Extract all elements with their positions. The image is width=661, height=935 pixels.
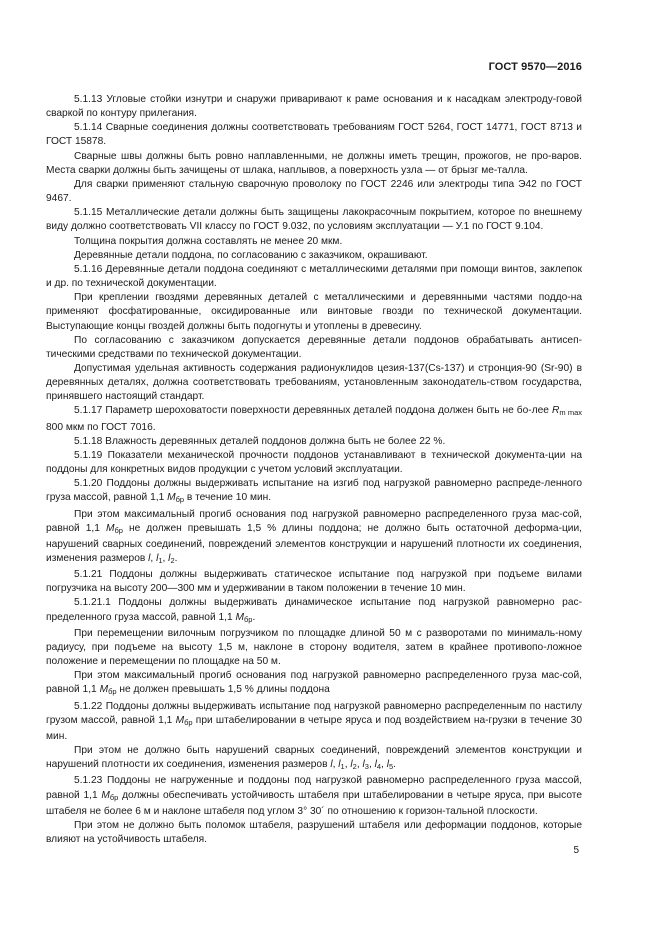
paragraph: Деревянные детали поддона, по согласованию с заказчиком, окрашивают. <box>74 249 428 261</box>
paragraph-5-1-20 <box>46 477 582 507</box>
paragraph: 5.1.14 Сварные соединения должны соответствовать требованиям ГОСТ 5264, ГОСТ 14771, ГОСТ 8713 и ГОСТ 15878. <box>46 122 582 148</box>
symbol: l <box>156 553 159 564</box>
paragraph: Для сварки применяют стальную сварочную проволоку по ГОСТ 2246 или электроды типа Э42 по ГОСТ 9467. <box>46 178 582 205</box>
standard-header: ГОСТ 9570—2016 <box>488 61 582 73</box>
text-span: не должен превышать 1,5 % длины поддона <box>116 684 330 696</box>
text-span: 5.1.22 Поддоны должны выдерживать испытание под нагрузкой равномерно распределенным по настилу грузом массой, равной 1,1 <box>46 700 582 726</box>
paragraph: При перемещении вилочным погрузчиком по площадке длиной 50 м с разворотами по минималь-ному радиусу, при подъеме на высоту 1,5 м, наклоне в сторону водителя, затем в крайнее противопо-ложное положение и перемещении по площадке на 50 м. <box>46 627 582 668</box>
paragraph: При креплении гвоздями деревянных деталей с металлическими и деревянными частями поддо-на применяют фосфатированные, оксидированные или винтовые гвозди по технической документации. Выступающие концы гвоздей должны быть подогнуты и утоплены в древесину. <box>46 292 582 332</box>
subscript: бр <box>109 792 119 802</box>
text-span: должны обеспечивать устойчивость штабеля при штабелировании в четыре яруса, при высоте штабеля не более 6 м и наклоне штабеля под углом 3° 30´ по отношению к горизон-тальной плоскости. <box>46 789 582 817</box>
text-span: 5.1.21.1 Поддоны должны выдерживать динамическое испытание под нагрузкой равномерно рас-пределенного груза массой, равной 1,1 <box>46 597 582 623</box>
subscript: бр <box>114 525 123 535</box>
subscript: 1 <box>158 556 163 565</box>
paragraph: 5.1.16 Деревянные детали поддона соединяют с металлическими деталями при помощи винтов, заклепок и др. по технической документации. <box>46 263 582 290</box>
symbol: l <box>330 759 333 771</box>
subscript: 4 <box>376 762 382 772</box>
paragraph-5-1-22-dims: При этом не должно быть нарушений сварных соединений, повреждений элементов конструкции и нарушений плотности их соединения, изменения размеров l, $l_1$, $l_2$, $l_3$, $l_4$, $l_5$. <box>46 745 582 772</box>
symbol: M <box>167 492 176 504</box>
text-span: . <box>393 759 396 771</box>
paragraph: При этом не должно быть поломок штабеля, разрушений штабеля или деформации поддонов, которые влияют на устойчивость штабеля. <box>46 819 582 845</box>
text-span: 5.1.20 Поддоны должны выдерживать испытание на изгиб под нагрузкой равномерно распреде-ленного груза массой, равной 1,1 <box>46 478 582 504</box>
symbol: l <box>350 759 353 771</box>
paragraph: 5.1.18 Влажность деревянных деталей поддонов должна быть не более 22 %. <box>74 435 446 447</box>
text-span: При этом не должно быть нарушений сварных соединений, повреждений элементов конструкции и нарушений плотности их соединения, изменения размеров <box>46 745 582 771</box>
paragraph-5-1-22 <box>46 700 582 744</box>
symbol: l <box>148 553 151 564</box>
subscript: 5 <box>388 762 394 772</box>
text-span: при штабелировании в четыре яруса и под воздействием на-грузки в течение 30 мин. <box>46 714 582 742</box>
subscript: бр <box>243 614 253 624</box>
symbol: R <box>551 405 560 417</box>
paragraph: Допустимая удельная активность содержания радионуклидов цезия-137(Cs-137) и стронция-90 (Sr-90) в деревянных деталях, должна соответствовать требованиям, установленным законодатель-ством государства, принявшего настоящий стандарт. <box>46 362 582 403</box>
text-span: . <box>174 553 178 564</box>
symbol: M <box>105 522 115 534</box>
text-span: 5.1.17 Параметр шероховатости поверхности деревянных деталей поддона должен быть не бо-лее <box>74 405 552 417</box>
symbol: l <box>362 759 365 771</box>
subscript: 1 <box>340 762 345 772</box>
paragraph-5-1-17 <box>46 404 582 434</box>
subscript: 2 <box>170 556 175 565</box>
subscript: 3 <box>364 762 369 772</box>
paragraph: Толщина покрытия должна составлять не менее 20 мкм. <box>74 235 343 247</box>
paragraph: 5.1.13 Угловые стойки изнутри и снаружи приваривают к раме основания и к насадкам электроду-говой сваркой по контуру прилегания. <box>46 94 582 120</box>
text-span: не должен превышать 1,5 % длины поддона; не должно быть остаточной деформа-ции, нарушений сварных соединений, повреждений элементов конструкции и нарушений плотности их соединения, изменения размеров <box>46 522 582 564</box>
text-span: При этом максимальный прогиб основания под нагрузкой равномерно распределенного груза мас-сой, равной 1,1 <box>46 508 582 534</box>
symbol: l <box>168 553 171 564</box>
text-span: . <box>252 611 256 623</box>
paragraph: 5.1.15 Металлические детали должны быть защищены лакокрасочным покрытием, которое по внешнему виду должно соответствовать VII классу по ГОСТ 9.032, по условиям эксплуатации — У.1 по ГОСТ 9.104. <box>46 207 582 233</box>
symbol: M <box>175 714 185 726</box>
text-span: в течение 10 мин. <box>184 492 272 504</box>
paragraph-5-1-21: 5.1.21 Поддоны должны выдерживать статическое испытание под нагрузкой при подъеме вилами погрузчика на высоту 200—300 мм и удерживании в таком положении в течение 10 мин. <box>46 569 582 595</box>
paragraph-5-1-20-deflection: При этом максимальный прогиб основания под нагрузкой равномерно распределенного груза мас-сой, равной 1,1 $M_{бр}$ не должен превышать 1,5 % длины поддона; не должно быть остаточной деформа-ции, нарушений сварных соединений, повреждений элементов конструкции и нарушений плотности их соединения, изменения размеров l, $l_1$, $l_2$. <box>46 508 582 565</box>
paragraph: Сварные швы должны быть ровно наплавленными, не должны иметь трещин, прожогов, не про-варов. Места сварки должны быть зачищены от шлака, наплывов, а поверхность узла — от брызг ме-талла. <box>46 150 582 176</box>
subscript: 2 <box>352 762 357 772</box>
page-number: 5 <box>573 845 579 856</box>
symbol: M <box>235 611 244 623</box>
paragraph-5-1-23 <box>46 774 582 818</box>
symbol: M <box>101 789 110 801</box>
document-body <box>46 93 582 847</box>
paragraph: По согласованию с заказчиком допускается деревянные детали поддонов обрабатывать антисеп-тическими средствами по технической документации. <box>46 334 582 360</box>
subscript: бр <box>108 687 117 697</box>
text-span: 800 мкм по ГОСТ 7016. <box>46 421 156 433</box>
text-span: При этом максимальный прогиб основания под нагрузкой равномерно распределенного груза мас-сой, равной 1,1 <box>46 670 582 696</box>
symbol: l <box>374 759 377 771</box>
paragraph-5-1-21-1 <box>46 596 582 626</box>
subscript: m max <box>559 408 582 418</box>
paragraph: 5.1.19 Показатели механической прочности поддонов устанавливают в технической документа-ции на поддоны для конкретных видов продукции с учетом условий эксплуатации. <box>46 449 582 476</box>
symbol: M <box>99 684 109 696</box>
symbol: l <box>338 759 341 771</box>
subscript: бр <box>184 717 193 727</box>
paragraph-deflection <box>46 669 582 699</box>
symbol: l <box>386 759 389 771</box>
subscript: бр <box>175 495 185 505</box>
text-span: 5.1.23 Поддоны не нагруженные и поддоны под нагрузкой равномерно распределенного груза массой, равной 1,1 <box>46 775 582 801</box>
